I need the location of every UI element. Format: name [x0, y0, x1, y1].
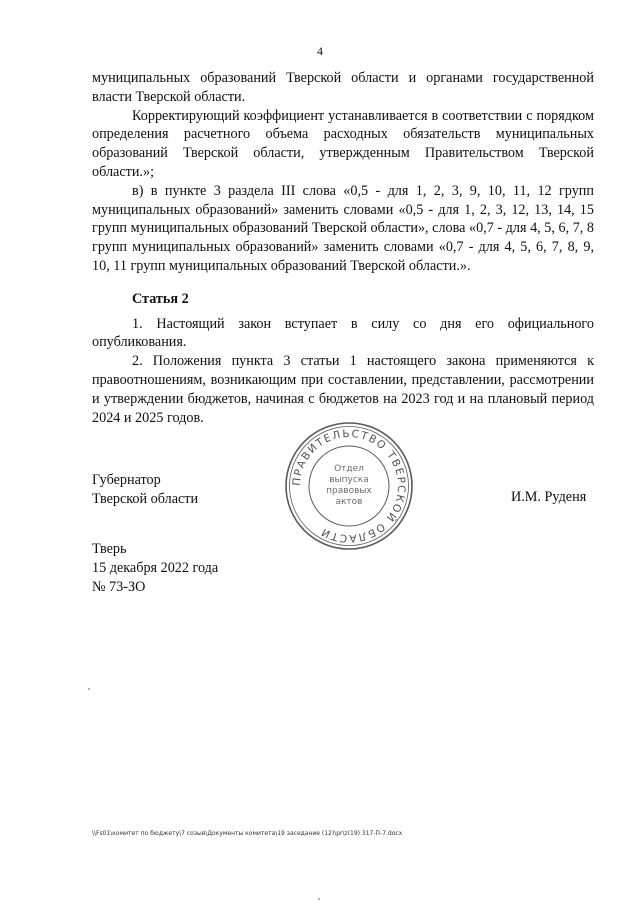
paragraph-continuation: муниципальных образований Тверской области и органами государственной власти Тверской области.	[92, 70, 594, 105]
article-item-2: 2. Положения пункта 3 статьи 1 настоящего закона применяются к правоотношениям, возникающим при составлении, представлении, рассмотрении и утверждении бюджетов, начиная с бюджетов на 2023 год и на плановый период 2024 и 2025 годов.	[92, 353, 594, 426]
scan-speck	[88, 688, 90, 690]
signatory-name: И.М. Руденя	[511, 489, 587, 505]
document-body	[92, 69, 594, 427]
law-date: 15 декабря 2022 года	[92, 559, 219, 576]
article-heading: Статья 2	[132, 290, 189, 307]
paragraph-item-v: в) в пункте 3 раздела III слова «0,5 - для 1, 2, 3, 9, 10, 11, 12 групп муниципальных образований» заменить словами «0,5 - для 1, 2, 3, 12, 13, 14, 15 групп муниципальных образований Тверской области», слова «0,7 - для 4, 5, 6, 7, 8 групп муниципальных образований» заменить словами «0,7 - для 4, 5, 6, 7, 8, 9, 10, 11 групп муниципальных образований Тверской области.».	[92, 182, 594, 274]
paragraph-coefficient: Корректирующий коэффициент устанавливается в соответствии с порядком определения расчетного объема расходных обязательств муниципальных образований Тверской области, утвержденным Правительством Тверской области.»;	[92, 107, 594, 180]
signatory-title	[92, 471, 198, 509]
seal-ring-text: ПРАВИТЕЛЬСТВО ТВЕРСКОЙ ОБЛАСТИ	[290, 427, 408, 545]
seal-center-line1: Отдел	[334, 464, 364, 474]
file-path-footer: \\Fs01\комитет по бюджету\7 созыв\Документы комитета\19 заседание (12)\pr\z(19) 317-П-7.docx	[92, 830, 403, 837]
place-date-number	[92, 540, 218, 596]
official-seal	[283, 420, 415, 552]
city: Тверь	[92, 541, 127, 557]
article-item-1: 1. Настоящий закон вступает в силу со дня его официального опубликования.	[92, 315, 594, 351]
signatory-title-line2: Тверской области	[92, 490, 199, 507]
signatory-title-line1: Губернатор	[92, 472, 161, 488]
seal-center-line4: актов	[335, 497, 363, 507]
seal-center-line2: выпуска	[329, 475, 369, 485]
page-number: 4	[317, 44, 323, 58]
law-number: № 73-ЗО	[92, 578, 146, 595]
seal-center-line3: правовых	[326, 486, 372, 496]
seal-center	[283, 420, 415, 552]
scan-speck	[318, 898, 320, 900]
